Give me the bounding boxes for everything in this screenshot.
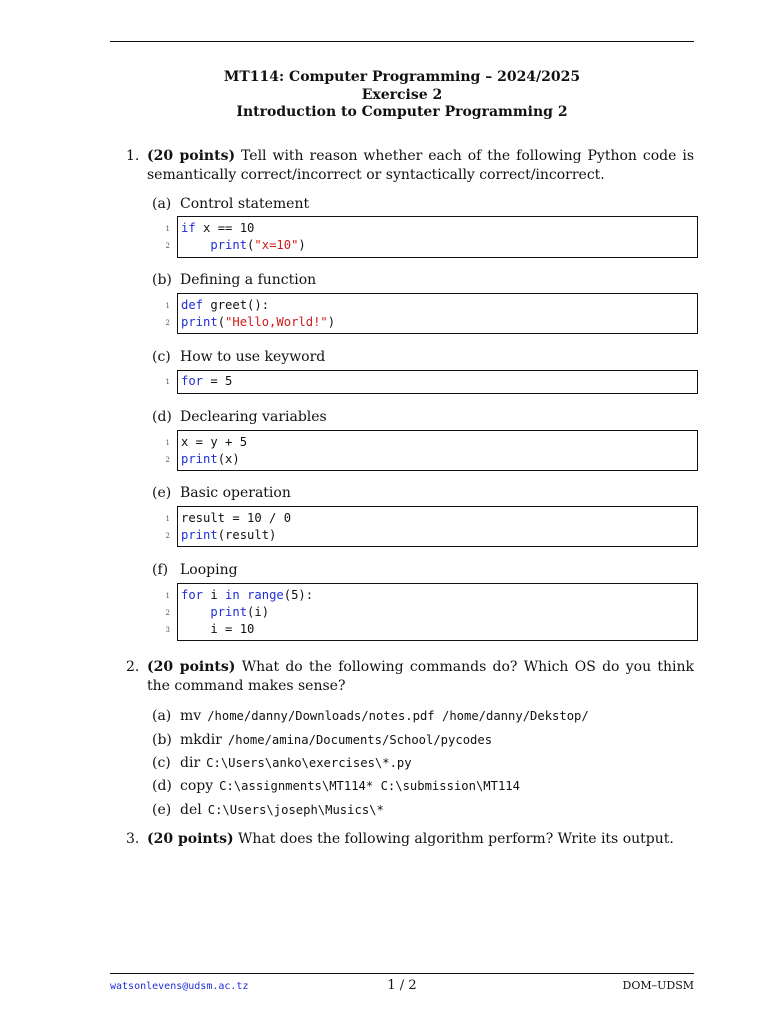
command-args: /home/danny/Downloads/notes.pdf /home/danny/Dekstop/ (207, 709, 589, 723)
command-name: mkdir (180, 732, 222, 748)
subquestion-e (152, 484, 291, 502)
line-number: 2 (165, 242, 170, 250)
question-number: 1. (126, 148, 140, 164)
code-text (240, 588, 247, 602)
question-text (147, 830, 694, 849)
footer-rule (110, 973, 694, 974)
code-line (165, 237, 697, 254)
code-line (165, 220, 697, 237)
command-name: copy (180, 778, 214, 794)
command-name: mv (180, 708, 202, 724)
code-block-b (165, 293, 698, 334)
item-label: (e) (152, 802, 172, 818)
command-name: del (180, 802, 202, 818)
keyword: range (247, 588, 284, 602)
line-number: 1 (165, 225, 170, 233)
sub-title: How to use keyword (180, 349, 326, 365)
sub-title: Defining a function (180, 272, 317, 288)
sub-label: (b) (152, 272, 172, 288)
document-title (110, 69, 694, 122)
code-line (165, 314, 697, 331)
line-number: 3 (165, 626, 170, 634)
command-name: dir (180, 755, 201, 771)
code-line (165, 510, 697, 527)
sub-label: (c) (152, 349, 171, 365)
exercise-subtitle: Introduction to Computer Programming 2 (236, 104, 568, 120)
code-line (165, 527, 697, 544)
code-line (165, 587, 697, 604)
question-text (147, 658, 694, 696)
code-text: (5): (283, 588, 314, 602)
footer-org: DOM–UDSM (622, 979, 694, 992)
question-2 (110, 658, 694, 696)
question-1 (110, 147, 694, 185)
command-args: C:\Users\anko\exercises\*.py (206, 756, 412, 770)
code-block-a (165, 216, 698, 258)
command-item-e (152, 801, 384, 819)
question-body: Tell with reason whether each of the following Python code is semantically correct/incorrect or syntactically correct/incorrect. (147, 148, 695, 183)
question-3 (110, 830, 694, 849)
question-body: What do the following commands do? Which OS do you think the command makes sense? (147, 659, 694, 694)
code-text: (x) (217, 452, 240, 466)
keyword: print (210, 238, 248, 252)
code-line (165, 451, 697, 468)
exercise-title: Exercise 2 (361, 86, 443, 103)
keyword: print (181, 528, 218, 542)
command-item-c (152, 754, 412, 772)
code-text: ( (247, 238, 255, 252)
string-literal: "x=10" (254, 238, 299, 252)
code-text: (i) (247, 605, 270, 619)
code-text: greet(): (203, 298, 270, 312)
item-label: (b) (152, 732, 172, 748)
sub-title: Declearing variables (180, 409, 327, 425)
code-line (165, 604, 697, 621)
subquestion-a (152, 195, 309, 213)
code-line (165, 373, 697, 390)
keyword: print (181, 452, 218, 466)
sub-title: Basic operation (180, 485, 291, 501)
subquestion-f (152, 561, 238, 579)
course-title: MT114: Computer Programming – 2024/2025 (223, 69, 581, 85)
code-block-e (165, 506, 698, 547)
keyword: for (181, 588, 204, 602)
code-block-f (165, 583, 698, 641)
subquestion-c (152, 348, 325, 366)
code-text: x == 10 (195, 221, 255, 235)
code-text: ( (217, 315, 226, 329)
keyword: def (181, 298, 204, 312)
header-rule (110, 41, 694, 42)
page-number: 1 / 2 (387, 978, 417, 993)
code-text: ) (298, 238, 306, 252)
code-line (165, 434, 697, 451)
command-item-b (152, 731, 492, 749)
line-number: 1 (165, 515, 170, 523)
item-label: (d) (152, 778, 172, 794)
code-text: (result) (217, 528, 277, 542)
line-number: 2 (165, 609, 170, 617)
command-item-d (152, 777, 520, 795)
question-number: 2. (126, 659, 140, 675)
keyword: in (225, 588, 240, 602)
line-number: 1 (165, 439, 170, 447)
points-label: (20 points) (147, 831, 234, 847)
sub-title: Looping (180, 562, 238, 578)
code-text: i = 10 (210, 622, 255, 636)
indent (181, 622, 210, 636)
subquestion-b (152, 271, 316, 289)
keyword: if (181, 221, 196, 235)
code-block-d (165, 430, 698, 471)
points-label: (20 points) (147, 148, 236, 164)
points-label: (20 points) (147, 659, 236, 675)
sub-label: (f) (152, 562, 169, 578)
question-text (147, 147, 694, 185)
line-number: 2 (165, 532, 170, 540)
sub-label: (e) (152, 485, 172, 501)
code-text: = 5 (203, 374, 233, 388)
line-number: 1 (165, 302, 170, 310)
item-label: (a) (152, 708, 172, 724)
code-text: ) (327, 315, 336, 329)
code-line (165, 297, 697, 314)
indent (181, 605, 210, 619)
code-line (165, 621, 697, 638)
line-number: 2 (165, 319, 170, 327)
command-args: C:\Users\joseph\Musics\* (207, 803, 384, 817)
sub-label: (a) (152, 196, 172, 212)
sub-label: (d) (152, 409, 172, 425)
question-body: What does the following algorithm perform? Write its output. (238, 831, 674, 847)
code-block-c (165, 370, 698, 394)
line-number: 1 (165, 592, 170, 600)
sub-title: Control statement (180, 196, 310, 212)
code-text: result = 10 / 0 (181, 511, 292, 525)
question-number: 3. (126, 831, 140, 847)
keyword: for (181, 374, 204, 388)
subquestion-d (152, 408, 327, 426)
indent (181, 238, 210, 252)
code-text: x = y + 5 (181, 435, 248, 449)
command-item-a (152, 707, 589, 725)
string-literal: "Hello,World!" (225, 315, 328, 329)
footer-email-link[interactable]: watsonlevens@udsm.ac.tz (110, 981, 249, 992)
code-text: i (203, 588, 226, 602)
item-label: (c) (152, 755, 171, 771)
line-number: 2 (165, 456, 170, 464)
keyword: print (210, 605, 248, 619)
command-args: /home/amina/Documents/School/pycodes (227, 733, 493, 747)
keyword: print (181, 315, 218, 329)
line-number: 1 (165, 378, 170, 386)
command-args: C:\assignments\MT114* C:\submission\MT114 (219, 779, 520, 793)
